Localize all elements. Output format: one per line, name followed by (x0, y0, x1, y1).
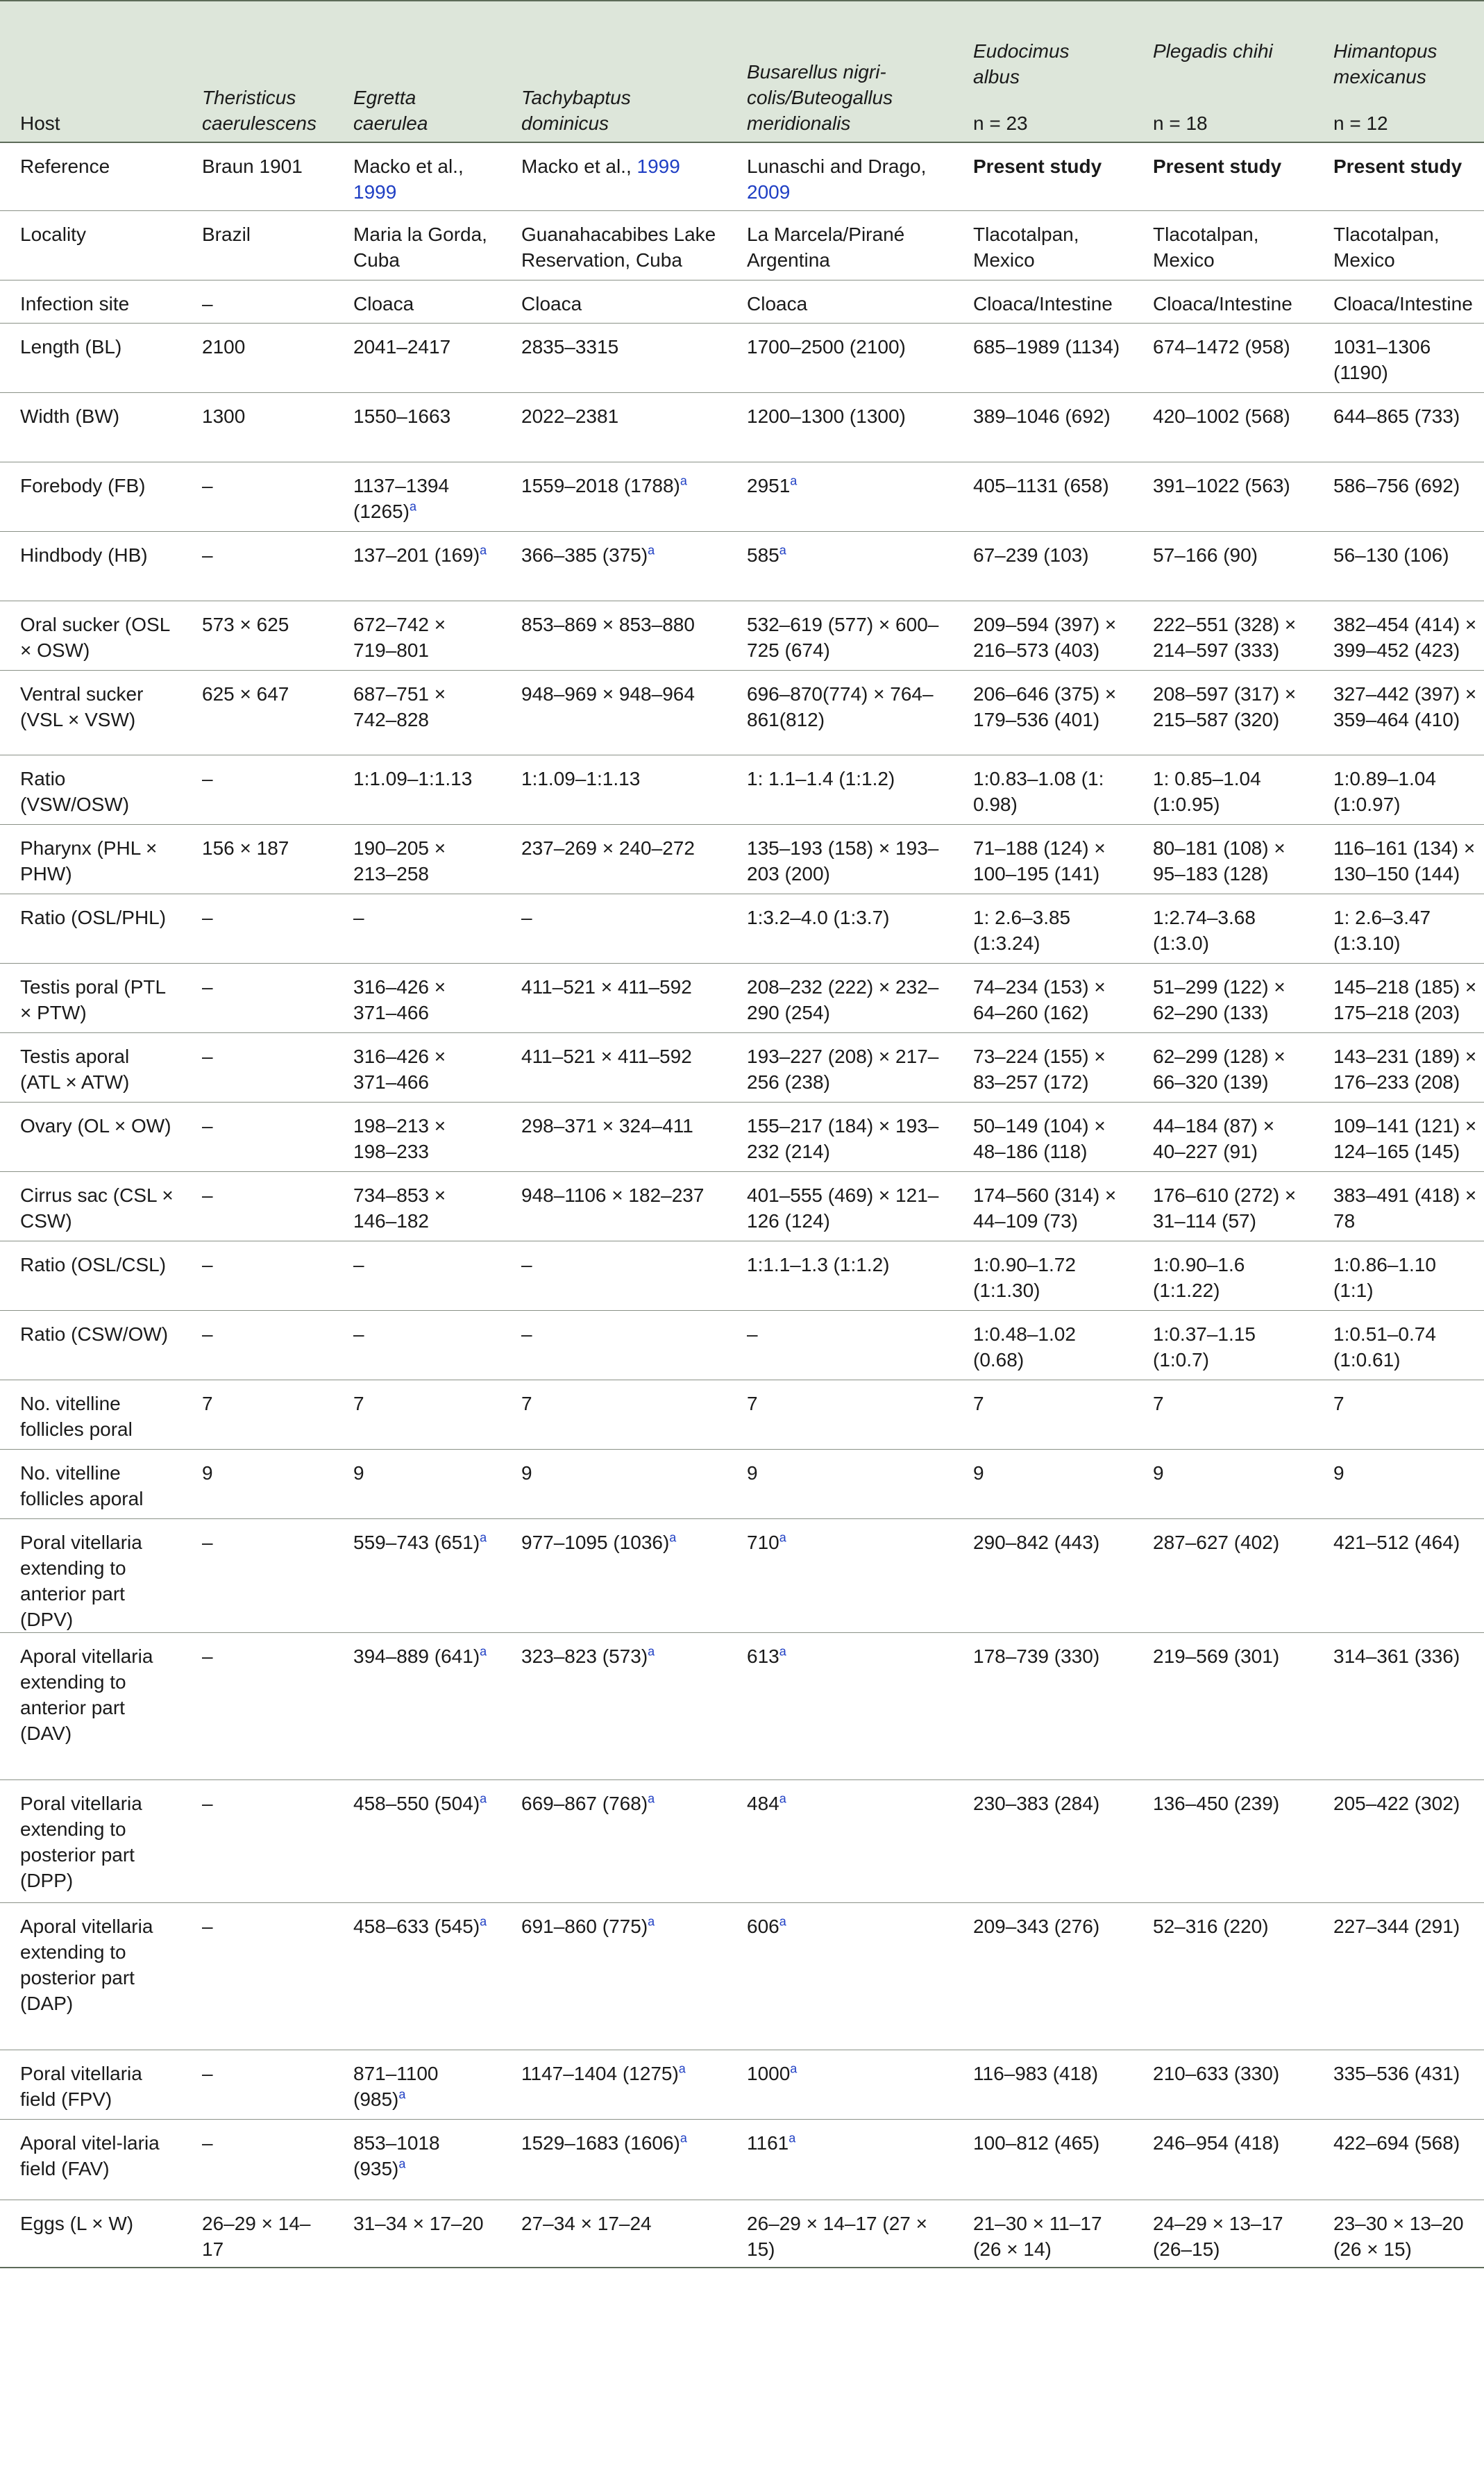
row-label: Locality (0, 210, 182, 280)
table-cell: 2100 (182, 323, 333, 392)
row-label: Eggs (L × W) (0, 2200, 182, 2268)
table-cell: 1300 (182, 392, 333, 462)
table-cell: 669–867 $(768)^a$ (501, 1779, 727, 1902)
footnote-marker[interactable]: a (669, 1530, 677, 1545)
host-eudocimus-header: Eudocimus albus n = 23 (953, 1, 1133, 142)
table-row (0, 323, 1484, 392)
table-cell: 401–555 (469) × 121–126 (124) (727, 1171, 953, 1241)
table-cell: 198–213 × 198–233 (333, 1102, 501, 1171)
table-cell: 1:2.74–3.68 (1:3.0) (1133, 894, 1313, 963)
table-cell: 532–619 (577) × 600–725 (674) (727, 601, 953, 670)
footnote-marker[interactable]: a (789, 2131, 796, 2145)
table-row (0, 1102, 1484, 1171)
table-cell: – (182, 1518, 333, 1632)
reference-cell: Lunaschi and Drago, 2009 (727, 142, 953, 210)
table-cell: 26–29 × 14–17 (182, 2200, 333, 2268)
footnote-marker[interactable]: a (409, 499, 416, 514)
table-cell: Tlacotalpan, Mexico (953, 210, 1133, 280)
table-cell: 290–842 (443) (953, 1518, 1133, 1632)
row-label: Testis poral (PTL × PTW) (0, 963, 182, 1032)
table-cell: 573 × 625 (182, 601, 333, 670)
table-cell: – (182, 2119, 333, 2200)
table-cell: Maria la Gorda, Cuba (333, 210, 501, 280)
table-cell: Present study (1133, 142, 1313, 210)
table-cell: 57–166 (90) (1133, 531, 1313, 601)
table-cell: Present study (953, 142, 1133, 210)
row-label: Aporal vitellaria extending to posterior part (DAP) (0, 1902, 182, 2050)
table-cell: 394–889 $(641)^a$ (333, 1632, 501, 1779)
table-cell: 391–1022 (563) (1133, 462, 1313, 531)
row-label: Testis aporal (ATL × ATW) (0, 1032, 182, 1102)
table-row (0, 1241, 1484, 1310)
table-cell: – (182, 1102, 333, 1171)
table-cell: 62–299 (128) × 66–320 (139) (1133, 1032, 1313, 1102)
table-cell: 1: 2.6–3.47 (1:3.10) (1313, 894, 1484, 963)
table-cell: Cloaca (727, 280, 953, 323)
table-cell: – (182, 1310, 333, 1380)
footnote-marker[interactable]: a (480, 1914, 487, 1929)
table-row (0, 824, 1484, 894)
table-cell: 2951$^a$ (727, 462, 953, 531)
table-cell: 208–232 (222) × 232–290 (254) (727, 963, 953, 1032)
table-row (0, 1902, 1484, 2050)
table-row (0, 2050, 1484, 2119)
table-cell: 7 (501, 1380, 727, 1449)
table-cell: 176–610 (272) × 31–114 (57) (1133, 1171, 1313, 1241)
row-label: Forebody (FB) (0, 462, 182, 531)
table-cell: 227–344 (291) (1313, 1902, 1484, 2050)
table-cell: 644–865 (733) (1313, 392, 1484, 462)
table-cell: 1:0.83–1.08 (1: 0.98) (953, 755, 1133, 824)
table-cell: 1031–1306 (1190) (1313, 323, 1484, 392)
table-cell: 1: 2.6–3.85 (1:3.24) (953, 894, 1133, 963)
table-cell: 205–422 (302) (1313, 1779, 1484, 1902)
table-cell: 613$^a$ (727, 1632, 953, 1779)
table-cell: 109–141 (121) × 124–165 (145) (1313, 1102, 1484, 1171)
reference-cell: Macko et al., 1999 (333, 142, 501, 210)
table-row (0, 392, 1484, 462)
row-label: Poral vitellaria extending to anterior part (DPV) (0, 1518, 182, 1632)
citation-link[interactable]: 1999 (636, 156, 680, 177)
table-cell: 1:1.09–1:1.13 (501, 755, 727, 824)
table-cell: 178–739 (330) (953, 1632, 1133, 1779)
row-label: Poral vitellaria field (FPV) (0, 2050, 182, 2119)
table-cell: 246–954 (418) (1133, 2119, 1313, 2200)
host-busarellus-header: Busarellus nigri- colis/Buteogallus meridionalis (727, 1, 953, 142)
table-cell: 50–149 (104) × 48–186 (118) (953, 1102, 1133, 1171)
table-cell: 853–1018 $(935)^a$ (333, 2119, 501, 2200)
table-cell: – (727, 1310, 953, 1380)
host-egretta-header: Egretta caerulea (333, 1, 501, 142)
table-cell: 23–30 × 13–20 (26 × 15) (1313, 2200, 1484, 2268)
table-cell: 156 × 187 (182, 824, 333, 894)
table-cell: 209–594 (397) × 216–573 (403) (953, 601, 1133, 670)
table-cell: 1161$^a$ (727, 2119, 953, 2200)
footnote-marker[interactable]: a (678, 2061, 686, 2076)
table-cell: Braun 1901 (182, 142, 333, 210)
row-label: Ratio (OSL/PHL) (0, 894, 182, 963)
table-cell: 44–184 (87) × 40–227 (91) (1133, 1102, 1313, 1171)
footnote-marker[interactable]: a (398, 2156, 406, 2171)
table-cell: 9 (182, 1449, 333, 1518)
row-label: Length (BL) (0, 323, 182, 392)
table-cell: 1:0.90–1.6 (1:1.22) (1133, 1241, 1313, 1310)
table-cell: – (182, 1779, 333, 1902)
table-cell: – (182, 963, 333, 1032)
footnote-marker[interactable]: a (680, 474, 687, 488)
table-row (0, 601, 1484, 670)
table-cell: 1147–1404 $(1275)^a$ (501, 2050, 727, 2119)
table-cell: Cloaca (501, 280, 727, 323)
table-cell: 31–34 × 17–20 (333, 2200, 501, 2268)
table-cell: 687–751 × 742–828 (333, 670, 501, 755)
citation-link[interactable]: 2009 (747, 181, 791, 203)
citation-link[interactable]: 1999 (353, 181, 397, 203)
footnote-marker[interactable]: a (648, 1791, 655, 1806)
table-cell: 190–205 × 213–258 (333, 824, 501, 894)
footnote-marker[interactable]: a (680, 2131, 687, 2145)
table-cell: 366–385 $(375)^a$ (501, 531, 727, 601)
table-cell: 674–1472 (958) (1133, 323, 1313, 392)
table-cell: 74–234 (153) × 64–260 (162) (953, 963, 1133, 1032)
table-cell: 143–231 (189) × 176–233 (208) (1313, 1032, 1484, 1102)
table-cell: 67–239 (103) (953, 531, 1133, 601)
table-row (0, 755, 1484, 824)
row-label: No. vitelline follicles poral (0, 1380, 182, 1449)
table-row (0, 1171, 1484, 1241)
footnote-marker[interactable]: a (480, 543, 487, 558)
table-cell: 323–823 $(573)^a$ (501, 1632, 727, 1779)
table-row (0, 1380, 1484, 1449)
sample-size: n = 12 (1333, 112, 1388, 134)
table-cell: – (182, 1032, 333, 1102)
table-cell: 210–633 (330) (1133, 2050, 1313, 2119)
table-row (0, 894, 1484, 963)
table-cell: 222–551 (328) × 214–597 (333) (1133, 601, 1313, 670)
table-row (0, 1449, 1484, 1518)
table-cell: 420–1002 (568) (1133, 392, 1313, 462)
table-cell: 734–853 × 146–182 (333, 1171, 501, 1241)
table-cell: 559–743 $(651)^a$ (333, 1518, 501, 1632)
table-cell: Cloaca/Intestine (1133, 280, 1313, 323)
table-cell: Tlacotalpan, Mexico (1313, 210, 1484, 280)
table-cell: 1: 1.1–1.4 (1:1.2) (727, 755, 953, 824)
table-cell: 1137–1394 $(1265)^a$ (333, 462, 501, 531)
table-cell: 458–550 $(504)^a$ (333, 1779, 501, 1902)
footnote-marker[interactable]: a (779, 1791, 786, 1806)
table-cell: 335–536 (431) (1313, 2050, 1484, 2119)
table-cell: 1550–1663 (333, 392, 501, 462)
table-cell: 7 (727, 1380, 953, 1449)
table-cell: 73–224 (155) × 83–257 (172) (953, 1032, 1133, 1102)
table-cell: 116–161 (134) × 130–150 (144) (1313, 824, 1484, 894)
table-cell: 7 (182, 1380, 333, 1449)
table-cell: – (333, 1241, 501, 1310)
row-label: Reference (0, 142, 182, 210)
table-cell: 1: 0.85–1.04 (1:0.95) (1133, 755, 1313, 824)
row-label: Ovary (OL × OW) (0, 1102, 182, 1171)
table-cell: 9 (333, 1449, 501, 1518)
table-cell: 100–812 (465) (953, 2119, 1133, 2200)
footnote-marker[interactable]: a (790, 2061, 798, 2076)
table-cell: 1:1.1–1.3 (1:1.2) (727, 1241, 953, 1310)
table-cell: 1200–1300 (1300) (727, 392, 953, 462)
table-cell: 977–1095 $(1036)^a$ (501, 1518, 727, 1632)
table-cell: 696–870(774) × 764–861(812) (727, 670, 953, 755)
footnote-marker[interactable]: a (480, 1530, 487, 1545)
table-cell: 9 (727, 1449, 953, 1518)
table-row (0, 531, 1484, 601)
table-cell: 625 × 647 (182, 670, 333, 755)
table-cell: 155–217 (184) × 193–232 (214) (727, 1102, 953, 1171)
table-cell: 1:3.2–4.0 (1:3.7) (727, 894, 953, 963)
table-cell: 230–383 (284) (953, 1779, 1133, 1902)
row-label: Ratio (CSW/OW) (0, 1310, 182, 1380)
host-header: Host (0, 1, 182, 142)
table-cell: – (182, 1241, 333, 1310)
table-cell: 7 (1313, 1380, 1484, 1449)
table-cell: Cloaca/Intestine (1313, 280, 1484, 323)
table-cell: 382–454 (414) × 399–452 (423) (1313, 601, 1484, 670)
table-cell: 209–343 (276) (953, 1902, 1133, 2050)
table-cell: – (182, 755, 333, 824)
table-row (0, 142, 1484, 210)
table-row (0, 210, 1484, 280)
table-cell: 1:0.37–1.15 (1:0.7) (1133, 1310, 1313, 1380)
table-row (0, 1032, 1484, 1102)
table-cell: 327–442 (397) × 359–464 (410) (1313, 670, 1484, 755)
table-cell: 1:1.09–1:1.13 (333, 755, 501, 824)
table-cell: 219–569 (301) (1133, 1632, 1313, 1779)
table-cell: Brazil (182, 210, 333, 280)
table-cell: 7 (953, 1380, 1133, 1449)
table-row (0, 1632, 1484, 1779)
table-cell: 1:0.48–1.02 (0.68) (953, 1310, 1133, 1380)
footnote-marker[interactable]: a (779, 1644, 786, 1659)
footnote-marker[interactable]: a (648, 543, 655, 558)
table-cell: 51–299 (122) × 62–290 (133) (1133, 963, 1313, 1032)
table-cell: 316–426 × 371–466 (333, 963, 501, 1032)
table-cell: 7 (333, 1380, 501, 1449)
row-label: Ventral sucker (VSL × VSW) (0, 670, 182, 755)
table-cell: – (182, 280, 333, 323)
table-cell: – (182, 2050, 333, 2119)
table-cell: 458–633 $(545)^a$ (333, 1902, 501, 2050)
table-cell: 586–756 (692) (1313, 462, 1484, 531)
table-cell: 383–491 (418) × 78 (1313, 1171, 1484, 1241)
table-cell: 1559–2018 $(1788)^a$ (501, 462, 727, 531)
table-cell: 24–29 × 13–17 (26–15) (1133, 2200, 1313, 2268)
row-label: Ratio (VSW/OSW) (0, 755, 182, 824)
table-cell: 1:0.51–0.74 (1:0.61) (1313, 1310, 1484, 1380)
table-row (0, 1518, 1484, 1632)
table-body (0, 142, 1484, 2268)
table-cell: 1:0.86–1.10 (1:1) (1313, 1241, 1484, 1310)
footnote-marker[interactable]: a (790, 474, 798, 488)
table-row (0, 1779, 1484, 1902)
table-row (0, 280, 1484, 323)
table-cell: 1529–1683 $(1606)^a$ (501, 2119, 727, 2200)
table-row (0, 1310, 1484, 1380)
table-cell: 237–269 × 240–272 (501, 824, 727, 894)
table-cell: 948–1106 × 182–237 (501, 1171, 727, 1241)
header-row (0, 1, 1484, 142)
table-cell: – (182, 1902, 333, 2050)
table-cell: 685–1989 (1134) (953, 323, 1133, 392)
table-cell: 2022–2381 (501, 392, 727, 462)
table-cell: 116–983 (418) (953, 2050, 1133, 2119)
table-cell: Present study (1313, 142, 1484, 210)
table-cell: – (182, 1632, 333, 1779)
table-cell: – (501, 894, 727, 963)
footnote-marker[interactable]: a (779, 1530, 786, 1545)
reference-cell: Macko et al., 1999 (501, 142, 727, 210)
table-cell: – (501, 1241, 727, 1310)
table-cell: 298–371 × 324–411 (501, 1102, 727, 1171)
table-cell: Cloaca (333, 280, 501, 323)
table-cell: 948–969 × 948–964 (501, 670, 727, 755)
table-cell: – (501, 1310, 727, 1380)
table-cell: 136–450 (239) (1133, 1779, 1313, 1902)
table-cell: 585$^a$ (727, 531, 953, 601)
table-cell: 145–218 (185) × 175–218 (203) (1313, 963, 1484, 1032)
table-cell: 1:0.90–1.72 (1:1.30) (953, 1241, 1133, 1310)
table-cell: 193–227 (208) × 217–256 (238) (727, 1032, 953, 1102)
table-cell: 1700–2500 (2100) (727, 323, 953, 392)
table-cell: 7 (1133, 1380, 1313, 1449)
table-cell: 710$^a$ (727, 1518, 953, 1632)
table-cell: 21–30 × 11–17 (26 × 14) (953, 2200, 1133, 2268)
table-cell: 389–1046 (692) (953, 392, 1133, 462)
table-cell: 853–869 × 853–880 (501, 601, 727, 670)
table-cell: 9 (1313, 1449, 1484, 1518)
table-cell: 71–188 (124) × 100–195 (141) (953, 824, 1133, 894)
footnote-marker[interactable]: a (779, 543, 786, 558)
host-tachybaptus-header: Tachybaptus dominicus (501, 1, 727, 142)
table-cell: 871–1100 $(985)^a$ (333, 2050, 501, 2119)
host-himantopus-header: Himantopus mexicanus n = 12 (1313, 1, 1484, 142)
table-cell: Tlacotalpan, Mexico (1133, 210, 1313, 280)
footnote-marker[interactable]: a (779, 1914, 786, 1929)
row-label: Width (BW) (0, 392, 182, 462)
footnote-marker[interactable]: a (648, 1644, 655, 1659)
row-label: Ratio (OSL/CSL) (0, 1241, 182, 1310)
table-cell: 422–694 (568) (1313, 2119, 1484, 2200)
table-cell: 9 (953, 1449, 1133, 1518)
table-cell: 691–860 $(775)^a$ (501, 1902, 727, 2050)
table-cell: 206–646 (375) × 179–536 (401) (953, 670, 1133, 755)
row-label: Aporal vitel-laria field (FAV) (0, 2119, 182, 2200)
table-cell: 411–521 × 411–592 (501, 1032, 727, 1102)
table-cell: 421–512 (464) (1313, 1518, 1484, 1632)
table-cell: 137–201 $(169)^a$ (333, 531, 501, 601)
table-row (0, 670, 1484, 755)
table-cell: 405–1131 (658) (953, 462, 1133, 531)
footnote-marker[interactable]: a (648, 1914, 655, 1929)
table-cell: 9 (1133, 1449, 1313, 1518)
table-row (0, 963, 1484, 1032)
table-cell: 672–742 × 719–801 (333, 601, 501, 670)
table-cell: 411–521 × 411–592 (501, 963, 727, 1032)
table-cell: 174–560 (314) × 44–109 (73) (953, 1171, 1133, 1241)
table-cell: 316–426 × 371–466 (333, 1032, 501, 1102)
table-cell: – (182, 1171, 333, 1241)
sample-size: n = 18 (1153, 112, 1208, 134)
table-row (0, 2119, 1484, 2200)
row-label: No. vitelline follicles aporal (0, 1449, 182, 1518)
table-cell: 2041–2417 (333, 323, 501, 392)
row-label: Cirrus sac (CSL × CSW) (0, 1171, 182, 1241)
row-label: Oral sucker (OSL × OSW) (0, 601, 182, 670)
host-theristicus-header: Theristicus caerulescens (182, 1, 333, 142)
table-cell: Cloaca/Intestine (953, 280, 1133, 323)
table-cell: 484$^a$ (727, 1779, 953, 1902)
table-cell: – (182, 894, 333, 963)
table-cell: – (333, 894, 501, 963)
table-cell: 1:0.89–1.04 (1:0.97) (1313, 755, 1484, 824)
table-cell: 287–627 (402) (1133, 1518, 1313, 1632)
table-cell: 80–181 (108) × 95–183 (128) (1133, 824, 1313, 894)
table-row (0, 2200, 1484, 2268)
table-row (0, 462, 1484, 531)
table-cell: 314–361 (336) (1313, 1632, 1484, 1779)
table-cell: Guanahacabibes Lake Reservation, Cuba (501, 210, 727, 280)
table-cell: 1000$^a$ (727, 2050, 953, 2119)
footnote-marker[interactable]: a (398, 2087, 406, 2102)
table-cell: La Marcela/Pirané Argentina (727, 210, 953, 280)
table-cell: – (182, 531, 333, 601)
table-cell: 2835–3315 (501, 323, 727, 392)
row-label: Poral vitellaria extending to posterior part (DPP) (0, 1779, 182, 1902)
table-cell: 208–597 (317) × 215–587 (320) (1133, 670, 1313, 755)
footnote-marker[interactable]: a (480, 1791, 487, 1806)
row-label: Aporal vitellaria extending to anterior part (DAV) (0, 1632, 182, 1779)
table-cell: – (333, 1310, 501, 1380)
table-cell: 52–316 (220) (1133, 1902, 1313, 2050)
table-cell: 135–193 (158) × 193–203 (200) (727, 824, 953, 894)
table-cell: 9 (501, 1449, 727, 1518)
table-cell: 26–29 × 14–17 (27 × 15) (727, 2200, 953, 2268)
table-cell: 56–130 (106) (1313, 531, 1484, 601)
row-label: Infection site (0, 280, 182, 323)
sample-size: n = 23 (973, 112, 1028, 134)
row-label: Pharynx (PHL × PHW) (0, 824, 182, 894)
row-label: Hindbody (HB) (0, 531, 182, 601)
table-cell: 606$^a$ (727, 1902, 953, 2050)
host-plegadis-header: Plegadis chihi n = 18 (1133, 1, 1313, 142)
table-cell: 27–34 × 17–24 (501, 2200, 727, 2268)
table-cell: – (182, 462, 333, 531)
footnote-marker[interactable]: a (480, 1644, 487, 1659)
